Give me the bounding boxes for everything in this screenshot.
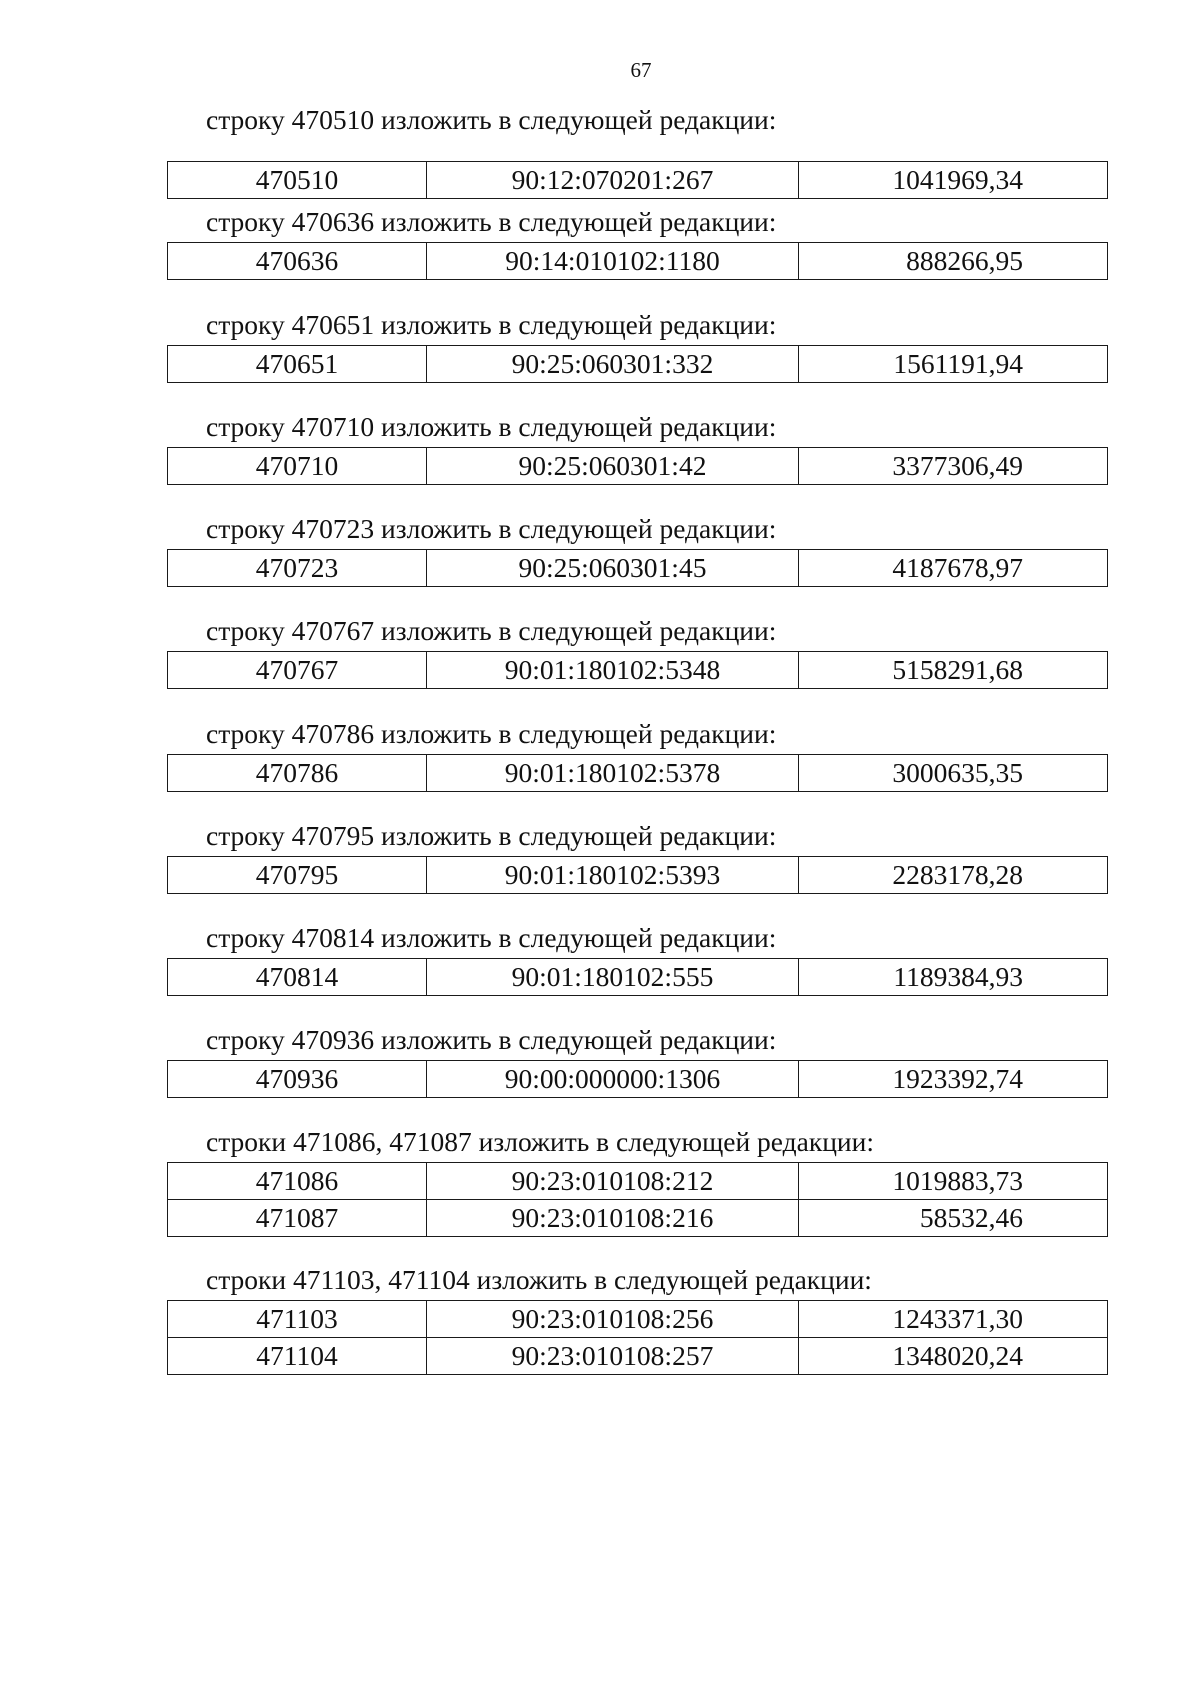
table-row: [168, 243, 1108, 280]
instruction-text: строку 470723 изложить в следующей редакции:: [206, 513, 777, 544]
value-cell: 1923392,74: [799, 1061, 1108, 1098]
cadastral-number-cell: 90:01:180102:5348: [427, 652, 799, 689]
amendment-table: [167, 549, 1108, 587]
amendment-table: [167, 242, 1108, 280]
amendment-block: [0, 611, 1200, 689]
value-cell: 2283178,28: [799, 857, 1108, 894]
amendment-block: [0, 1122, 1200, 1237]
row-number-cell: 470786: [168, 755, 427, 792]
value-cell: 3377306,49: [799, 448, 1108, 485]
table-row: [168, 652, 1108, 689]
table-row: [168, 1301, 1108, 1338]
cadastral-number-cell: 90:12:070201:267: [427, 162, 799, 199]
table-row: [168, 1338, 1108, 1375]
instruction-text: строку 470710 изложить в следующей редакции:: [206, 411, 777, 442]
value-cell: 1348020,24: [799, 1338, 1108, 1375]
cadastral-number-cell: 90:01:180102:555: [427, 959, 799, 996]
value-cell: 1041969,34: [799, 162, 1108, 199]
amendment-block: [0, 1020, 1200, 1098]
cadastral-number-cell: 90:23:010108:212: [427, 1163, 799, 1200]
cadastral-number-cell: 90:23:010108:257: [427, 1338, 799, 1375]
instruction-text: строки 471086, 471087 изложить в следующей редакции:: [206, 1126, 874, 1157]
cadastral-number-cell: 90:23:010108:216: [427, 1200, 799, 1237]
instruction-text: строку 470651 изложить в следующей редакции:: [206, 309, 777, 340]
amendment-block: [0, 1260, 1200, 1375]
row-number-cell: 470795: [168, 857, 427, 894]
value-cell: 58532,46: [799, 1200, 1108, 1237]
amendment-block: [0, 100, 1200, 199]
row-number-cell: 470636: [168, 243, 427, 280]
amendment-block: [0, 918, 1200, 996]
row-number-cell: 470814: [168, 959, 427, 996]
instruction-text: строку 470786 изложить в следующей редакции:: [206, 718, 777, 749]
amendment-table: [167, 1300, 1108, 1375]
value-cell: 4187678,97: [799, 550, 1108, 587]
value-cell: 5158291,68: [799, 652, 1108, 689]
table-row: [168, 1200, 1108, 1237]
table-row: [168, 857, 1108, 894]
cadastral-number-cell: 90:01:180102:5393: [427, 857, 799, 894]
row-number-cell: 470723: [168, 550, 427, 587]
table-row: [168, 755, 1108, 792]
instruction-text: строку 470795 изложить в следующей редакции:: [206, 820, 777, 851]
value-cell: 1561191,94: [799, 346, 1108, 383]
amendment-table: [167, 651, 1108, 689]
cadastral-number-cell: 90:25:060301:42: [427, 448, 799, 485]
table-row: [168, 448, 1108, 485]
amendment-block: [0, 407, 1200, 485]
amendment-table: [167, 345, 1108, 383]
cadastral-number-cell: 90:25:060301:45: [427, 550, 799, 587]
row-number-cell: 470651: [168, 346, 427, 383]
row-number-cell: 471104: [168, 1338, 427, 1375]
amendment-table: [167, 161, 1108, 199]
table-row: [168, 959, 1108, 996]
instruction-text: строки 471103, 471104 изложить в следующей редакции:: [206, 1264, 872, 1295]
amendment-block: [0, 202, 1200, 280]
amendment-table: [167, 1162, 1108, 1237]
row-number-cell: 471087: [168, 1200, 427, 1237]
cadastral-number-cell: 90:23:010108:256: [427, 1301, 799, 1338]
amendment-block: [0, 714, 1200, 792]
cadastral-number-cell: 90:00:000000:1306: [427, 1061, 799, 1098]
amendment-table: [167, 754, 1108, 792]
value-cell: 1243371,30: [799, 1301, 1108, 1338]
amendment-block: [0, 305, 1200, 383]
instruction-text: строку 470636 изложить в следующей редакции:: [206, 206, 777, 237]
value-cell: 1189384,93: [799, 959, 1108, 996]
table-row: [168, 1061, 1108, 1098]
amendment-table: [167, 447, 1108, 485]
row-number-cell: 471103: [168, 1301, 427, 1338]
table-row: [168, 550, 1108, 587]
amendment-block: [0, 509, 1200, 587]
value-cell: 888266,95: [799, 243, 1108, 280]
row-number-cell: 470710: [168, 448, 427, 485]
instruction-text: строку 470510 изложить в следующей редакции:: [206, 104, 777, 135]
instruction-text: строку 470814 изложить в следующей редакции:: [206, 922, 777, 953]
amendment-block: [0, 816, 1200, 894]
amendment-table: [167, 856, 1108, 894]
page-number: 67: [630, 58, 652, 82]
row-number-cell: 471086: [168, 1163, 427, 1200]
row-number-cell: 470767: [168, 652, 427, 689]
value-cell: 3000635,35: [799, 755, 1108, 792]
row-number-cell: 470936: [168, 1061, 427, 1098]
cadastral-number-cell: 90:01:180102:5378: [427, 755, 799, 792]
value-cell: 1019883,73: [799, 1163, 1108, 1200]
instruction-text: строку 470767 изложить в следующей редакции:: [206, 615, 777, 646]
amendment-table: [167, 958, 1108, 996]
table-row: [168, 1163, 1108, 1200]
row-number-cell: 470510: [168, 162, 427, 199]
table-row: [168, 162, 1108, 199]
table-row: [168, 346, 1108, 383]
instruction-text: строку 470936 изложить в следующей редакции:: [206, 1024, 777, 1055]
cadastral-number-cell: 90:14:010102:1180: [427, 243, 799, 280]
amendment-table: [167, 1060, 1108, 1098]
cadastral-number-cell: 90:25:060301:332: [427, 346, 799, 383]
